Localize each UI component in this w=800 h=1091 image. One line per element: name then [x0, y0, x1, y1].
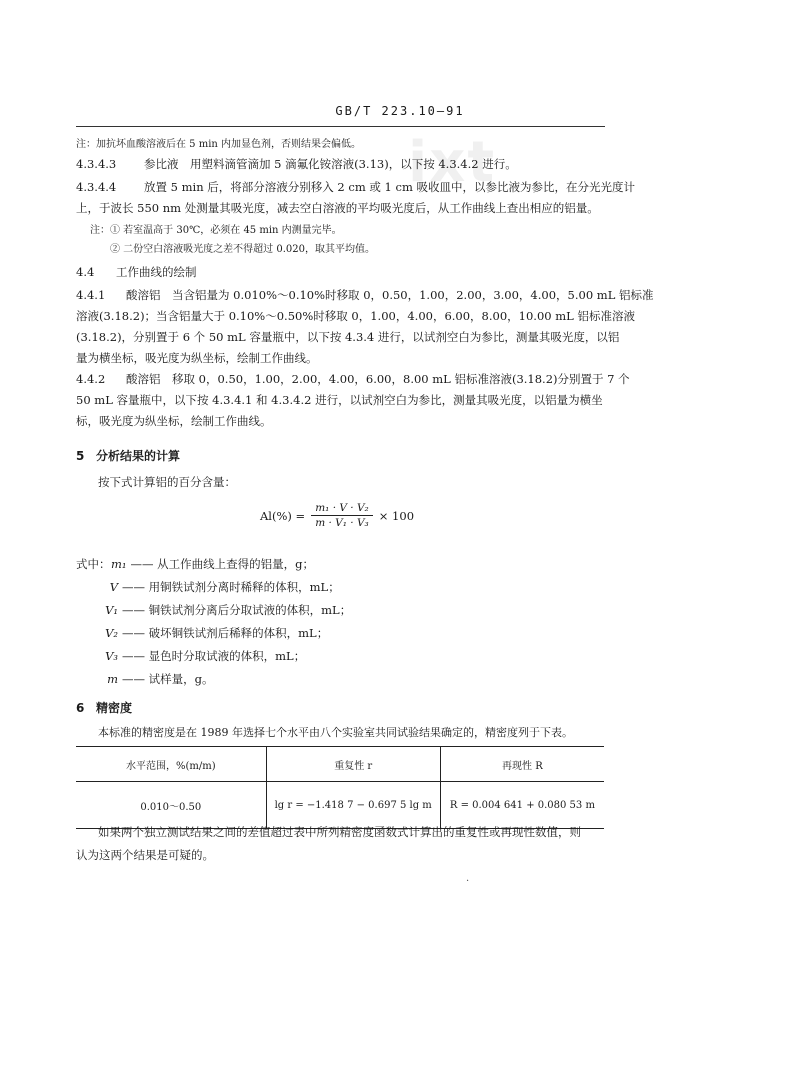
- section-number: 4.4.2: [76, 372, 106, 386]
- header-rule: [76, 126, 605, 127]
- section-6-heading: [76, 698, 616, 719]
- page-header: GB/T 223.10—91: [335, 104, 465, 118]
- section-4-4-1-line3: (3.18.2)，分别置于 6 个 50 mL 容量瓶中，以下按 4.3.4 进行，以试剂空白为参比，测量其吸光度，以铝: [76, 330, 620, 344]
- section-text: 酸溶铝 移取 0，0.50，1.00，2.00，4.00，6.00，8.00 mL 铝标准溶液(3.18.2)分别置于 7 个: [126, 372, 630, 386]
- section-4-3-4-3: [76, 154, 616, 175]
- table-header-cell: 重复性 r: [266, 747, 440, 782]
- section-4-3-4-4-line2: 上，于波长 550 nm 处测量其吸光度，减去空白溶液的平均吸光度后，从工作曲线上查出相应的铝量。: [76, 201, 599, 215]
- scan-speck: ·: [466, 876, 470, 887]
- section-4-4-1-line2: 溶液(3.18.2)；当含铝量大于 0.10%～0.50%时移取 0，1.00，4.00，6.00，8.00，10.00 mL 铝标准溶液: [76, 309, 635, 323]
- table-cell: 0.010～0.50: [76, 782, 266, 829]
- section-4-3-4-4: [76, 177, 636, 198]
- section-number: 4.3.4.4: [76, 180, 117, 194]
- variable-symbol: V₃: [105, 649, 118, 663]
- formula-denominator: m · V₁ · V₃: [315, 517, 369, 529]
- variable-desc: —— 显色时分取试液的体积，mL；: [122, 649, 306, 663]
- precision-table: [76, 746, 604, 829]
- table-cell: lg r = −1.418 7 − 0.697 5 lg m: [266, 782, 440, 829]
- note-top: 注：加抗坏血酸溶液后在 5 min 内加显色剂，否则结果会偏低。: [76, 139, 362, 150]
- variable-row: [92, 579, 340, 595]
- section-number: 5: [76, 449, 85, 463]
- section-text: 放置 5 min 后，将部分溶液分别移入 2 cm 或 1 cm 吸收皿中，以参比液为参比，在分光光度计: [144, 180, 636, 194]
- variable-desc: —— 铜铁试剂分离后分取试液的体积，mL；: [122, 603, 352, 617]
- table-header-cell: 水平范围，%(m/m): [76, 747, 266, 782]
- watermark: ixt: [408, 130, 497, 195]
- formula-rhs: × 100: [378, 508, 415, 523]
- variable-row: [76, 556, 314, 572]
- section-4-4-2: [76, 369, 630, 390]
- table-cell: R = 0.004 641 + 0.080 53 m: [440, 782, 604, 829]
- variable-desc: —— 试样量，g。: [122, 672, 214, 686]
- section-number: 4.4: [76, 265, 95, 279]
- section-5-heading: [76, 446, 616, 467]
- section-number: 6: [76, 701, 85, 715]
- closing-line1: 如果两个独立测试结果之间的差值超过表中所列精密度函数式计算出的重复性或再现性数值，则: [98, 825, 581, 839]
- section-number: 4.4.1: [76, 288, 106, 302]
- variable-row: [92, 602, 351, 618]
- section-title: 分析结果的计算: [96, 449, 181, 463]
- section-4-4-1-line4: 量为横坐标，吸光度为纵坐标，绘制工作曲线。: [76, 351, 318, 365]
- variable-row: [92, 625, 328, 641]
- formula-lhs: Al(%) =: [260, 508, 306, 523]
- note-2: ② 二份空白溶液吸光度之差不得超过 0.020，取其平均值。: [110, 244, 375, 255]
- section-4-4: [76, 262, 616, 283]
- section-4-4-1: [76, 285, 654, 306]
- section-4-4-2-line3: 标，吸光度为纵坐标，绘制工作曲线。: [76, 414, 272, 428]
- variable-desc: —— 用铜铁试剂分离时稀释的体积，mL；: [122, 580, 340, 594]
- section-number: 4.3.4.3: [76, 157, 117, 171]
- where-label: 式中：: [76, 557, 111, 571]
- table-header-row: [76, 747, 604, 782]
- section-title: 精密度: [96, 701, 133, 715]
- section-title: 工作曲线的绘制: [116, 265, 197, 279]
- section-4-4-2-line2: 50 mL 容量瓶中，以下按 4.3.4.1 和 4.3.4.2 进行，以试剂空白为参比，测量其吸光度，以铝量为横坐: [76, 393, 603, 407]
- section-6-intro: 本标准的精密度是在 1989 年选择七个水平由八个实验室共同试验结果确定的，精密度列于下表。: [98, 726, 573, 739]
- variable-symbol: V₂: [105, 626, 118, 640]
- variable-symbol: V: [109, 580, 118, 594]
- variable-desc: —— 破坏铜铁试剂后稀释的体积，mL；: [122, 626, 329, 640]
- variable-symbol: m₁: [110, 557, 127, 571]
- variable-row: [92, 648, 305, 664]
- variable-row: [92, 671, 214, 687]
- formula: [260, 502, 414, 529]
- formula-numerator: m₁ · V · V₂: [311, 502, 373, 516]
- section-5-intro: 按下式计算铝的百分含量：: [98, 475, 236, 489]
- variable-symbol: m: [107, 672, 118, 686]
- closing-line2: 认为这两个结果是可疑的。: [76, 848, 214, 862]
- note-1: 注：① 若室温高于 30℃，必须在 45 min 内测量完毕。: [90, 225, 342, 236]
- formula-fraction: [311, 502, 373, 529]
- variable-symbol: V₁: [105, 603, 118, 617]
- section-text: 酸溶铝 当含铝量为 0.010%～0.10%时移取 0，0.50，1.00，2.00，3.00，4.00，5.00 mL 铝标准: [126, 288, 654, 302]
- section-text: 参比液 用塑料滴管滴加 5 滴氟化铵溶液(3.13)，以下按 4.3.4.2 进行。: [144, 157, 517, 171]
- variable-desc: —— 从工作曲线上查得的铝量，g；: [130, 557, 315, 571]
- table-header-cell: 再现性 R: [440, 747, 604, 782]
